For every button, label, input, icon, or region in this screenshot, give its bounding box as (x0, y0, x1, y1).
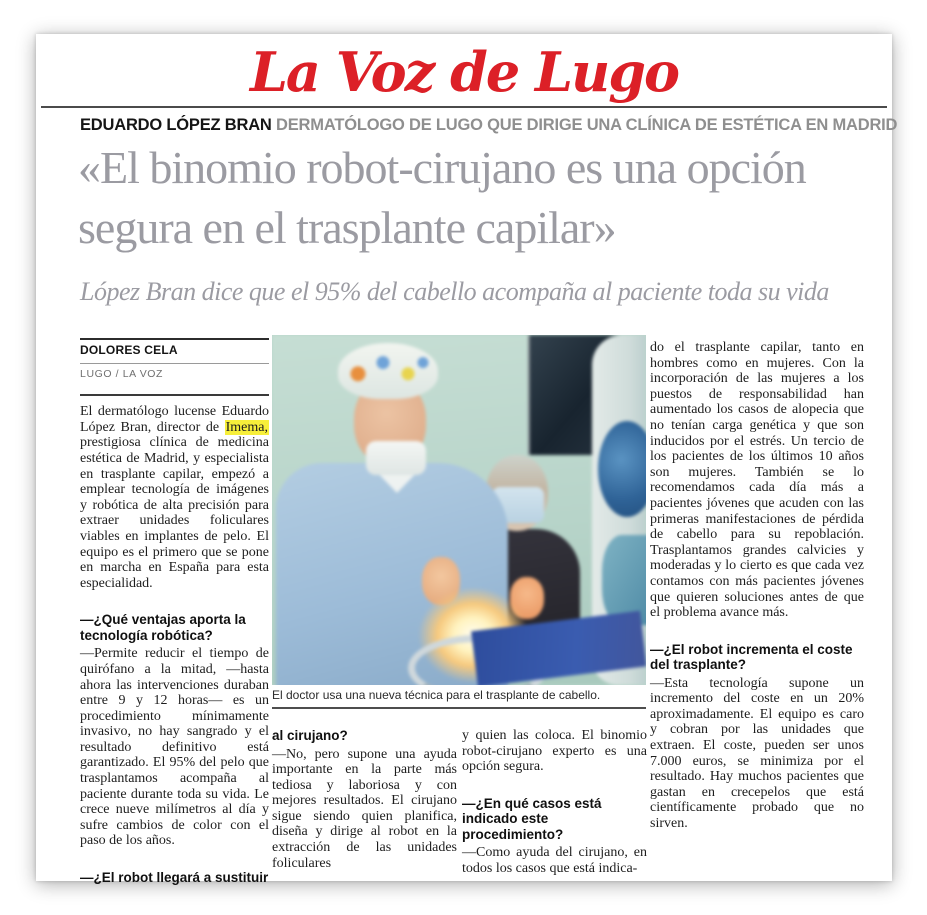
column-1 (80, 338, 269, 889)
byline-rule-bottom (80, 394, 269, 396)
answer-2: —No, pero supone una ayuda importante en la parte más tediosa y laboriosa y con mejores resultados. El cirujano sigue siendo quien planifica, diseña y dirige al robot en la extracción de las unidades foliculares (272, 746, 457, 871)
headline: «El binomio robot-cirujano es una opción segura en el trasplante capilar» (78, 142, 806, 253)
photo-scene (272, 335, 646, 685)
column-3 (462, 728, 647, 876)
kicker-description: DERMATÓLOGO DE LUGO QUE DIRIGE UNA CLÍNICA DE ESTÉTICA EN MADRID (271, 116, 898, 134)
column-2 (272, 728, 457, 871)
lead-paragraph (80, 404, 269, 591)
question-2-part1: —¿El robot llegará a sustituir (80, 870, 269, 886)
answer-4: —Esta tecnología supone un incremento del coste en un 20% aproximadamente. El equipo es caro y cobran por las unidades que extraen. El coste, pueden ser unos 7.000 euros, se minimiza por el resultado. Hay muchos pacientes que gastan en crecepelos que está científicamente probado que no sirven. (650, 675, 864, 832)
lead-pre: El dermatólogo lucense Eduardo López Bran, director de (80, 404, 269, 435)
surgeon-mask (366, 441, 426, 475)
masthead-rule (41, 106, 887, 108)
answer-3-continued: do el trasplante capilar, tanto en hombres como en mujeres. Con la incorporación de las mujeres a los puestos de responsabilidad han aumentado los casos de alopecia que no tenían carga genética y que son inducidos por el estrés. Un tercio de los pacientes de los últimos 10 años son mujeres. También se lo recomendamos cada día más a pacientes jóvenes que acuden con las primeras manifestaciones de pérdida de cabello para su repoblación. Trasplantamos grandes calvicies y moderadas y lo cierto es que cada vez contamos con más pacientes jóvenes que quieren soluciones antes de que el problema avance más. (650, 340, 864, 621)
masthead-title: La Voz de Lugo (249, 40, 679, 104)
article-photo (272, 335, 646, 685)
question-2-part2: al cirujano? (272, 728, 348, 743)
answer-1: —Permite reducir el tiempo de quirófano a la mitad, —hasta ahora las intervenciones duraban entre 9 y 12 horas— es un procedimiento mínimamente invasivo, no hay sangrado y el resultado definitivo está garantizado. El 95% del pelo que trasplantamos acompaña al paciente durante toda su vida. Le crece nueve milímetros al día y sufre cambios de color con el paso de los años. (80, 646, 269, 849)
byline-place: LUGO / LA VOZ (80, 367, 164, 380)
newspaper-page (36, 34, 898, 886)
surgeon-cap (338, 343, 438, 399)
answer-3-start: —Como ayuda del cirujano, en todos los casos que está indica- (462, 845, 647, 876)
answer-2-continued: y quien las coloca. El binomio robot-cirujano experto es una opción segura. (462, 728, 647, 775)
kicker (80, 116, 898, 135)
lead-post: prestigiosa clínica de medicina estética de Madrid, y especialista en trasplante capilar, empezó a emplear tecnología de imágenes y robótica de alta precisión para extraer unidades foliculares viables en implantes de pelo. El equipo es el primero que se pone en marcha en España para esta especialidad. (80, 435, 269, 591)
question-1: —¿Qué ventajas aporta la tecnología robótica? (80, 612, 246, 643)
byline-author: DOLORES CELA (80, 343, 178, 357)
kicker-name: EDUARDO LÓPEZ BRAN (80, 116, 272, 134)
lead-highlight: Imema, (225, 419, 268, 435)
photo-caption: El doctor usa una nueva técnica para el trasplante de cabello. (272, 688, 646, 709)
question-4: —¿El robot incrementa el coste del trasplante? (650, 641, 853, 673)
question-3: —¿En qué casos está indicado este procedimiento? (462, 795, 602, 842)
column-4 (650, 340, 864, 832)
subheadline: López Bran dice que el 95% del cabello acompaña al paciente toda su vida (80, 277, 829, 306)
